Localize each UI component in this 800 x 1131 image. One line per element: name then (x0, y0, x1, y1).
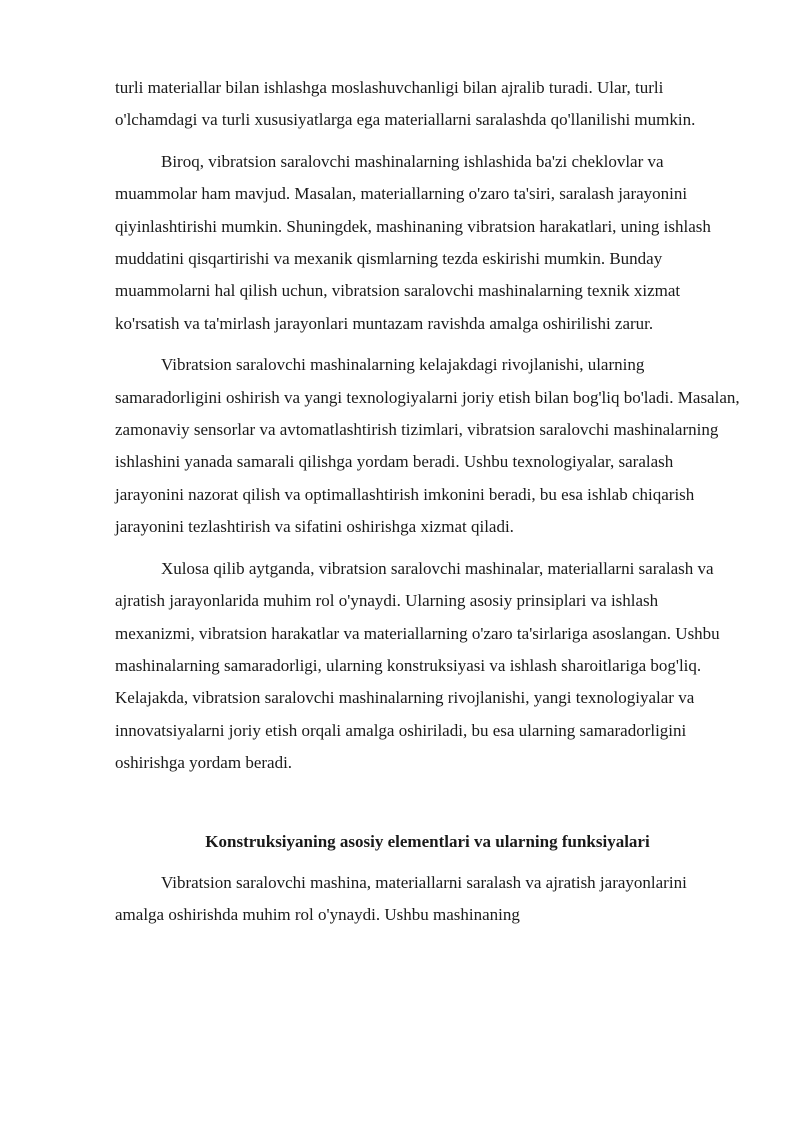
paragraph-limitations: Biroq, vibratsion saralovchi mashinalarning ishlashida ba'zi cheklovlar va muammolar ham mavjud. Masalan, materiallarning o'zaro ta'siri, saralash jarayonini qiyinlashtirishi mumkin. Shuningdek, mashinaning vibratsion harakatlari, uning ishlash muddatini qisqartirishi va mexanik qismlarning tezda eskirishi mumkin. Bunday muammolarni hal qilish uchun, vibratsion saralovchi mashinalarning texnik xizmat ko'rsatish va ta'mirlash jarayonlari muntazam ravishda amalga oshirilishi zarur. (115, 151, 711, 333)
section-heading: Konstruksiyaning asosiy elementlari va ularning funksiyalari (205, 831, 650, 851)
paragraph-continuation: turli materiallar bilan ishlashga moslashuvchanligi bilan ajralib turadi. Ular, turli o'lchamdagi va turli xususiyatlarga ega materiallarni saralashda qo'llanilishi mumkin. (115, 78, 696, 130)
paragraph-future-development: Vibratsion saralovchi mashinalarning kelajakdagi rivojlanishi, ularning samaradorligini oshirish va yangi texnologiyalarni joriy etish bilan bog'liq bo'ladi. Masalan, zamonaviy sensorlar va avtomatlashtirish tizimlari, vibratsion saralovchi mashinalarning ishlashini yanada samarali qilishga yordam beradi. Ushbu texnologiyalar, saralash jarayonini nazorat qilish va optimallashtirish imkonini beradi, bu esa ishlab chiqarish jarayonini tezlashtirish va sifatini oshirishga xizmat qiladi. (115, 355, 740, 537)
paragraph-section-intro: Vibratsion saralovchi mashina, materiallarni saralash va ajratish jarayonlarini amalga oshirishda muhim rol o'ynaydi. Ushbu mashinaning (115, 872, 687, 925)
paragraph-conclusion: Xulosa qilib aytganda, vibratsion saralovchi mashinalar, materiallarni saralash va ajratish jarayonlarida muhim rol o'ynaydi. Ularning asosiy prinsiplari va ishlash mexanizmi, vibratsion harakatlar va materiallarning o'zaro ta'sirlariga asoslangan. Ushbu mashinalarning samaradorligi, ularning konstruksiyasi va ishlash sharoitlariga bog'liq. Kelajakda, vibratsion saralovchi mashinalarning rivojlanishi, yangi texnologiyalar va innovatsiyalarni joriy etish orqali amalga oshiriladi, bu esa ularning samaradorligini oshirishga yordam beradi. (115, 558, 720, 773)
document-body (115, 72, 740, 941)
